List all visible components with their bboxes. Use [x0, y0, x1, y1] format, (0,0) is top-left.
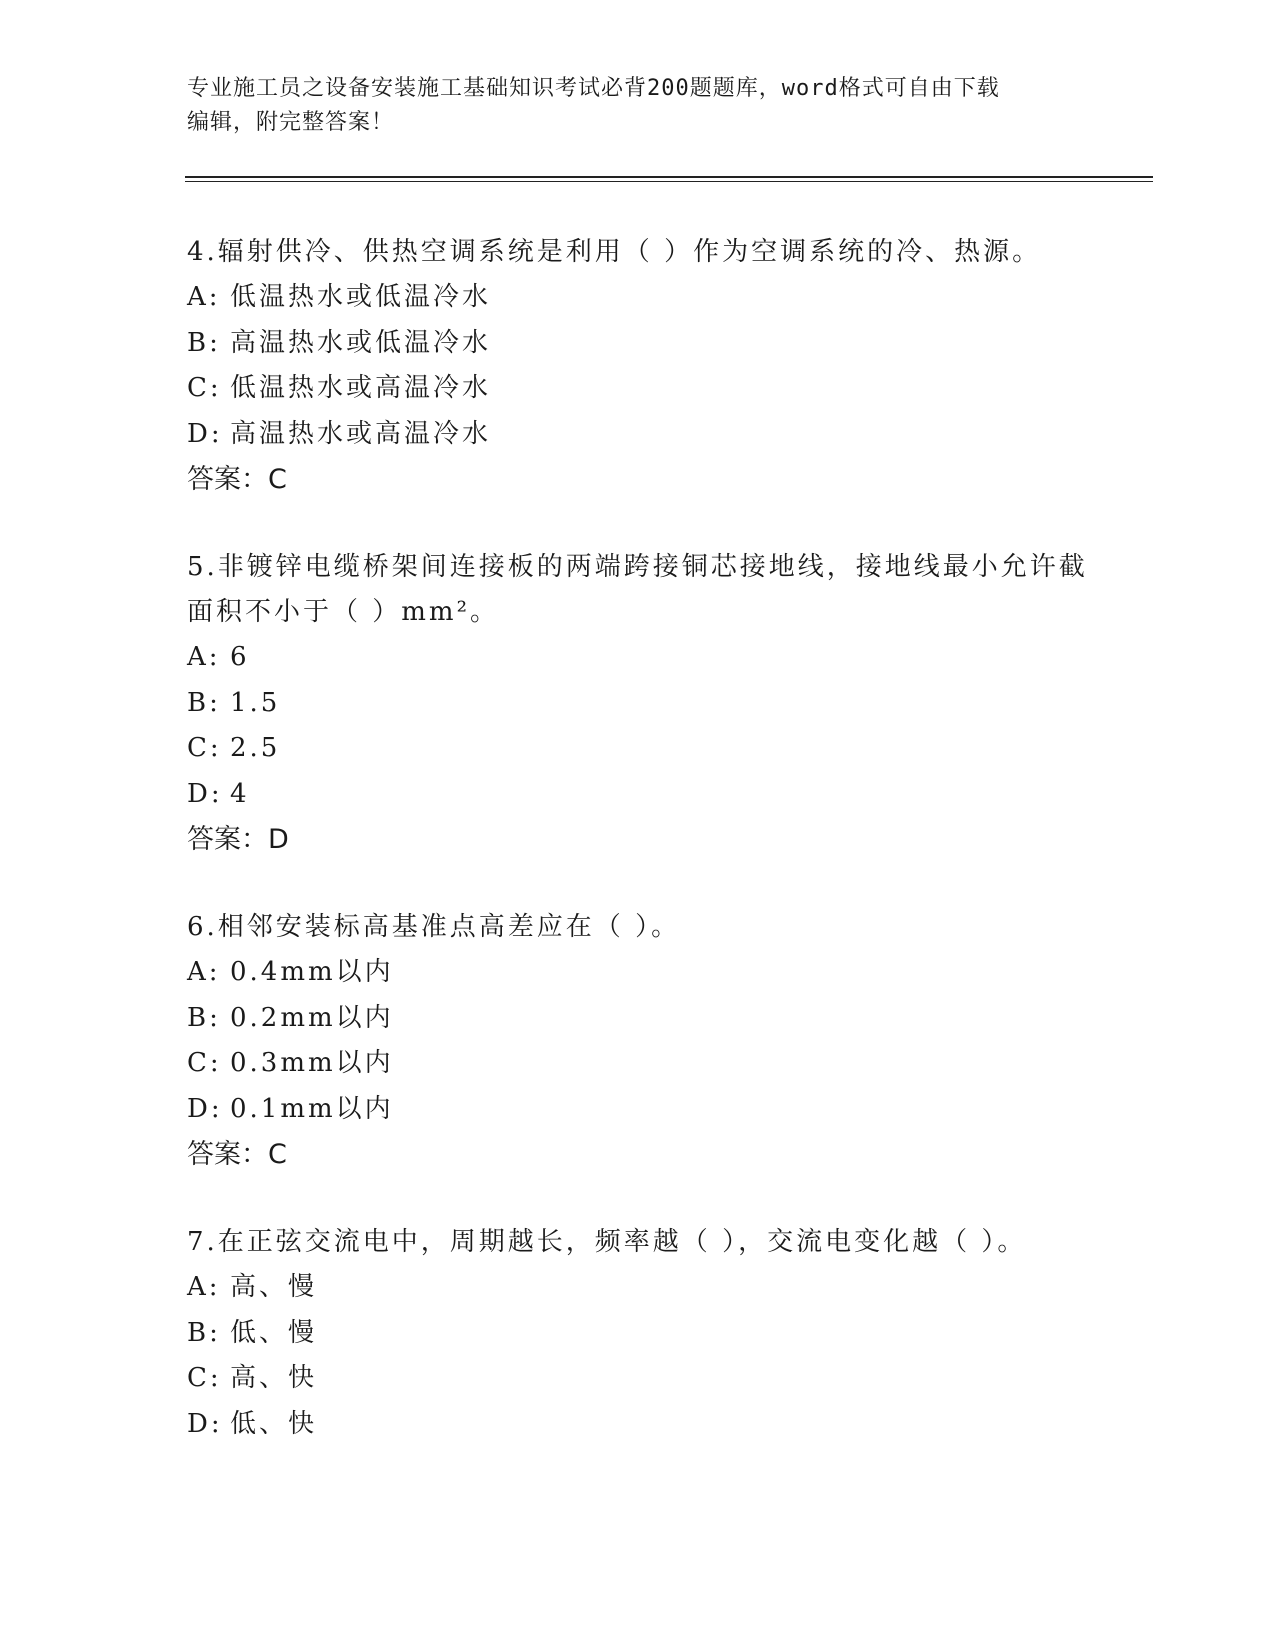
option-text: 2.5: [230, 733, 281, 763]
option-d: [187, 412, 1107, 458]
option-c: [187, 726, 1107, 772]
option-text: 低、慢: [230, 1317, 318, 1348]
question-stem: 7.在正弦交流电中，周期越长，频率越（ ），交流电变化越（ ）。: [187, 1227, 1027, 1257]
option-text: 高温热水或低温冷水: [230, 327, 492, 358]
option-key: A:: [187, 957, 221, 987]
option-text: 0.2mm以内: [230, 1002, 394, 1033]
option-d: [187, 1087, 1107, 1133]
option-d: [187, 772, 1107, 818]
question-stem: 5.非镀锌电缆桥架间连接板的两端跨接铜芯接地线，接地线最小允许截面积不小于（ ）mm²。: [187, 552, 1088, 627]
option-text: 低、快: [230, 1408, 318, 1439]
header-divider-thin: [185, 181, 1153, 182]
option-text: 0.3mm以内: [230, 1048, 394, 1078]
answer-line: 答案：C: [187, 1139, 287, 1170]
header-title-line-2: 编辑，附完整答案！: [187, 110, 395, 135]
option-text: 低温热水或高温冷水: [230, 373, 492, 403]
option-key: A:: [187, 282, 221, 312]
option-key: C:: [187, 1363, 222, 1393]
option-key: B:: [187, 1317, 221, 1348]
option-a: [187, 635, 1107, 681]
option-key: A:: [187, 642, 221, 672]
option-c: [187, 366, 1107, 412]
question-6: [187, 905, 1107, 1178]
option-key: C:: [187, 1048, 222, 1078]
option-c: [187, 1041, 1107, 1087]
option-text: 4: [230, 778, 250, 809]
option-key: C:: [187, 373, 222, 403]
option-key: D:: [187, 778, 223, 809]
option-b: [187, 1311, 1107, 1357]
option-key: D:: [187, 418, 223, 449]
option-a: [187, 1265, 1107, 1311]
question-4: [187, 230, 1107, 503]
option-b: [187, 996, 1107, 1042]
question-list: [187, 230, 1107, 1489]
answer-line: 答案：D: [187, 824, 289, 855]
header-divider-thick: [185, 176, 1153, 178]
option-text: 低温热水或低温冷水: [230, 282, 492, 312]
header-title-line-1: 专业施工员之设备安装施工基础知识考试必背200题题库，word格式可自由下载: [187, 76, 1000, 101]
option-key: D:: [187, 1408, 223, 1439]
question-7: [187, 1220, 1107, 1447]
option-text: 高温热水或高温冷水: [230, 418, 492, 449]
question-stem: 6.相邻安装标高基准点高差应在（ ）。: [187, 912, 681, 942]
option-key: B:: [187, 1002, 221, 1033]
question-stem: 4.辐射供冷、供热空调系统是利用（ ）作为空调系统的冷、热源。: [187, 237, 1042, 267]
question-5: [187, 545, 1107, 863]
option-text: 高、慢: [230, 1272, 318, 1302]
option-text: 1.5: [230, 687, 281, 718]
option-b: [187, 321, 1107, 367]
option-key: B:: [187, 687, 221, 718]
option-text: 0.1mm以内: [230, 1093, 394, 1124]
option-text: 高、快: [230, 1363, 318, 1393]
option-key: A:: [187, 1272, 221, 1302]
option-text: 0.4mm以内: [230, 957, 394, 987]
option-key: D:: [187, 1093, 223, 1124]
option-a: [187, 950, 1107, 996]
document-header: [187, 72, 1087, 140]
option-c: [187, 1356, 1107, 1402]
answer-line: 答案：C: [187, 464, 287, 495]
option-d: [187, 1402, 1107, 1448]
option-b: [187, 681, 1107, 727]
option-key: B:: [187, 327, 221, 358]
option-key: C:: [187, 733, 222, 763]
option-a: [187, 275, 1107, 321]
option-text: 6: [230, 642, 250, 672]
